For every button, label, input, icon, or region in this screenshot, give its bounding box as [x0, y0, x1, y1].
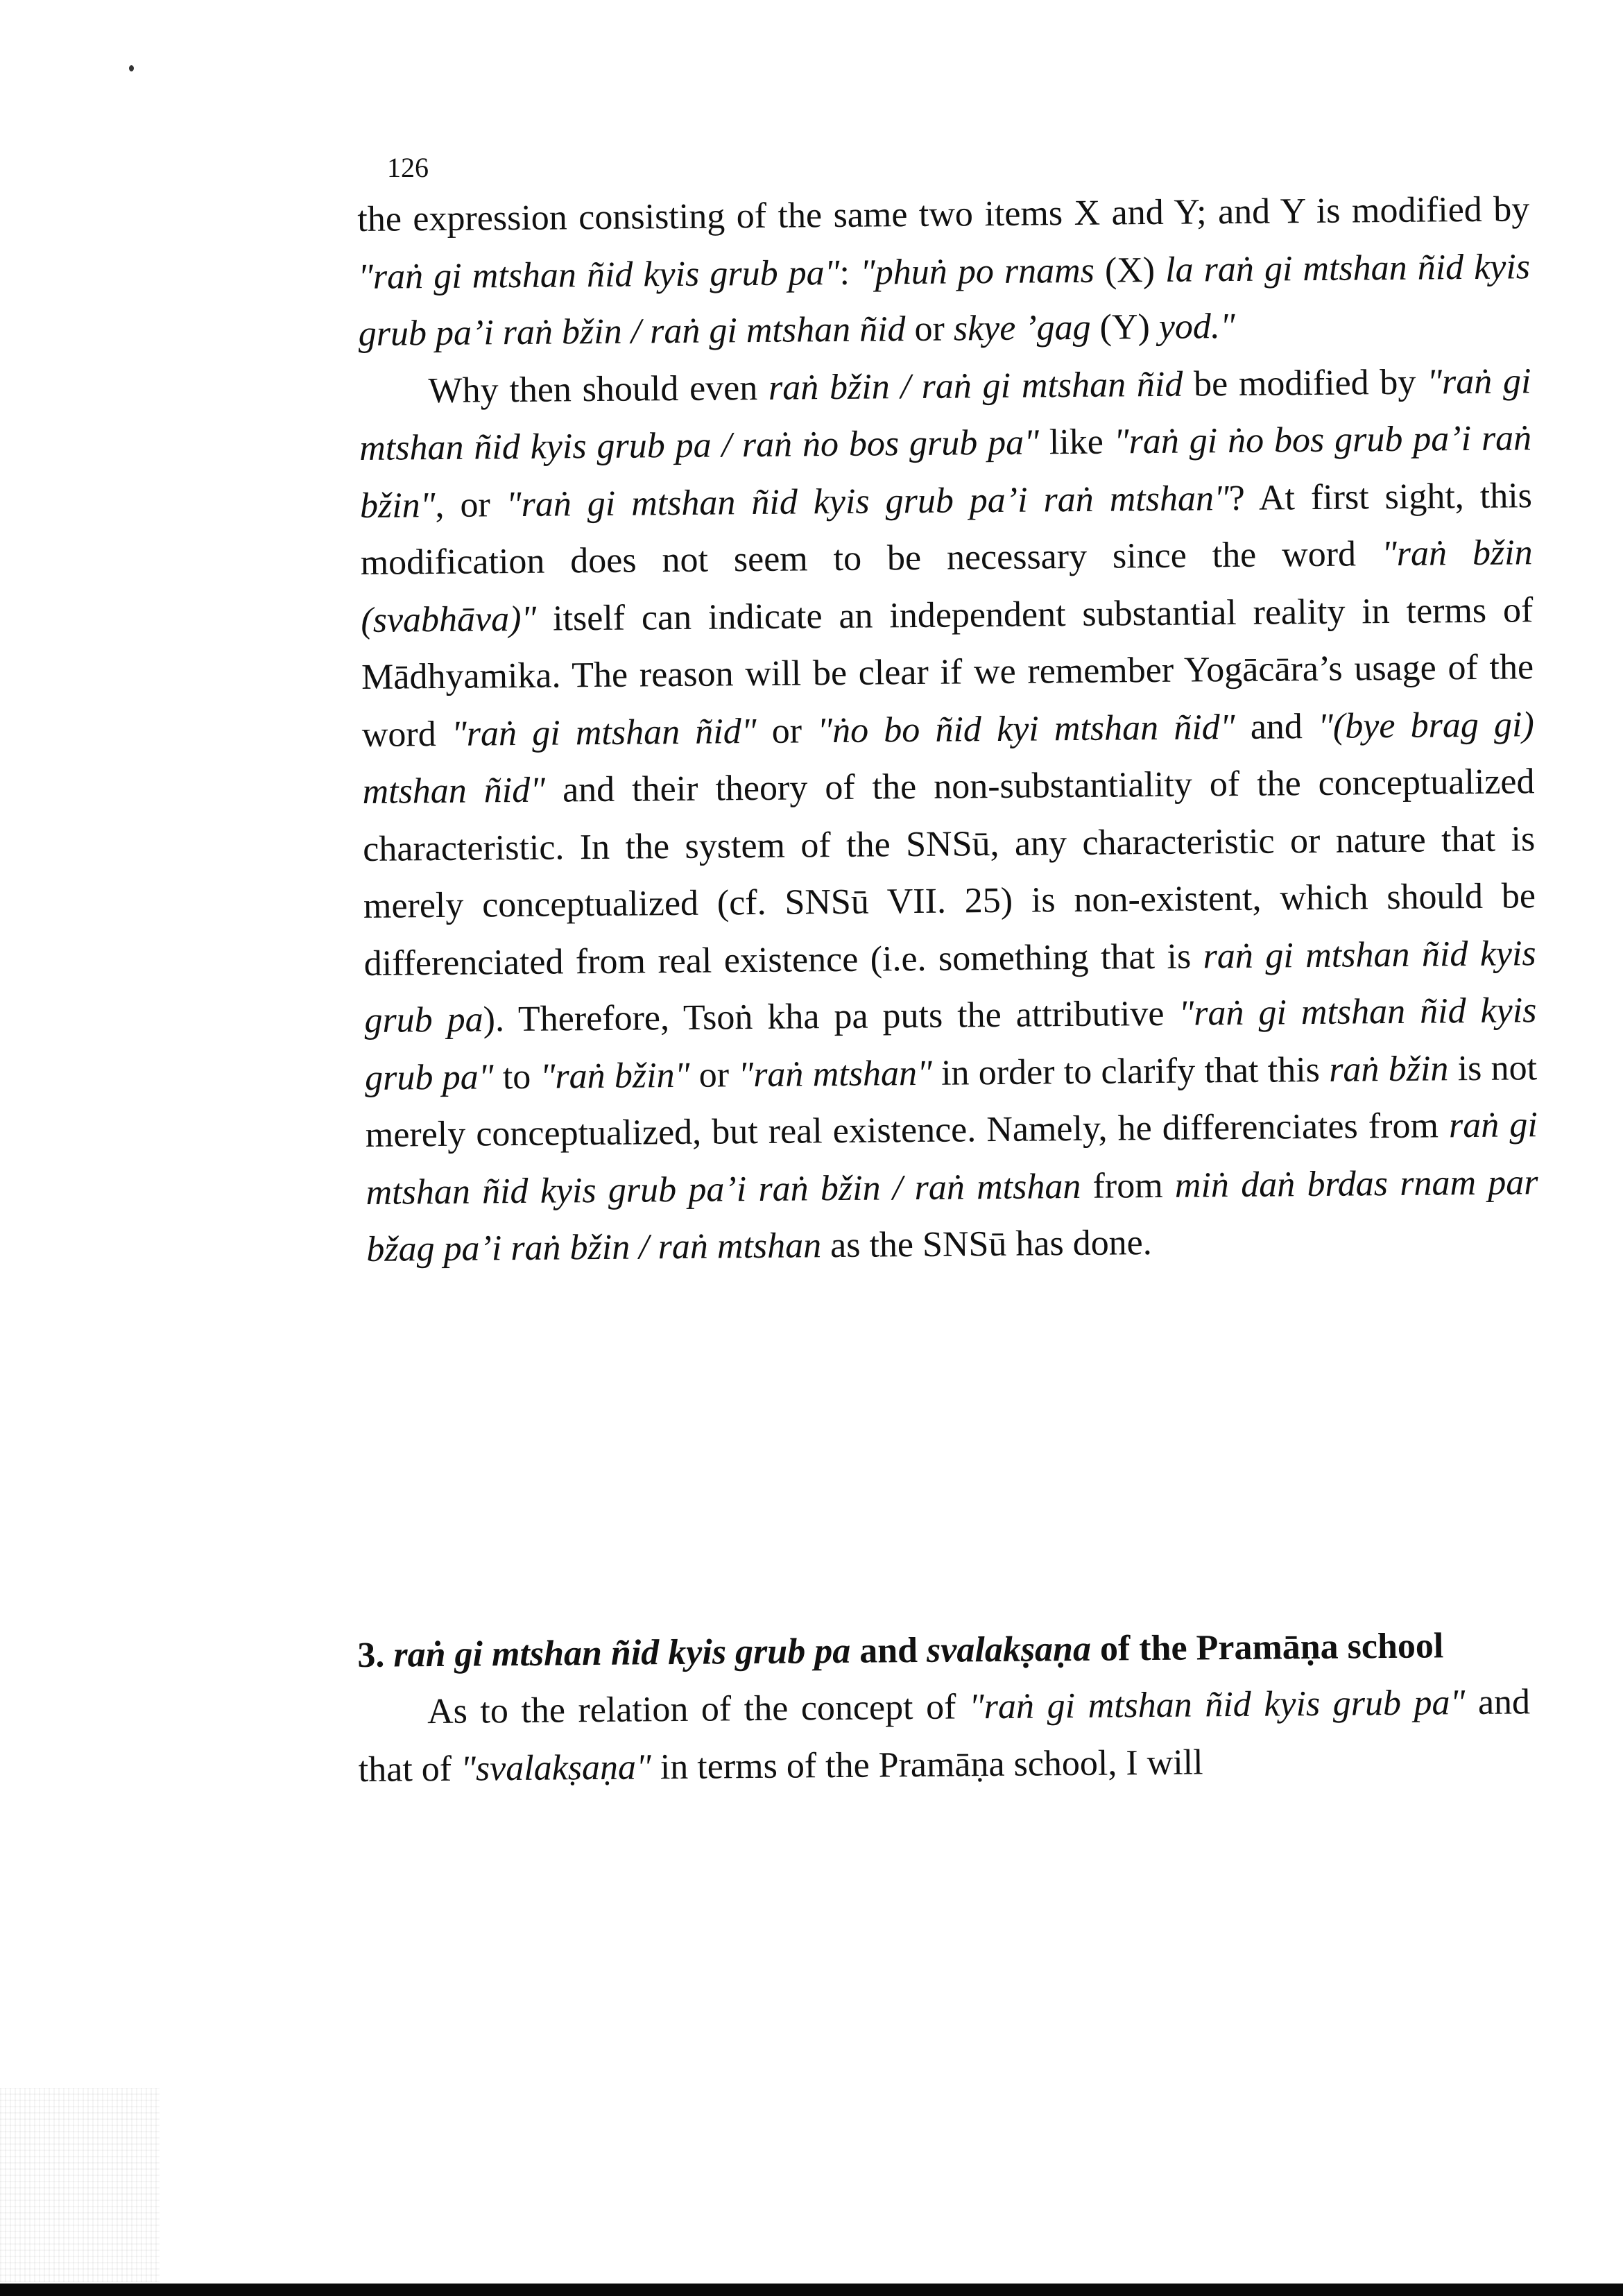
paragraph-main: [359, 353, 1538, 1279]
text-run: , or: [435, 484, 506, 525]
text-run: ? At first sight, this modification does not seem to be necessary since the word: [360, 475, 1533, 583]
section-heading: [357, 1617, 1530, 1684]
italic-term: "svalakṣaṇa": [460, 1747, 652, 1789]
text-run: in terms of the Pramāṇa school, I will: [651, 1742, 1203, 1787]
italic-term: "ṅo bo ñid kyi mtshan ñid": [816, 707, 1235, 751]
italic-term: "raṅ gi mtshan ñid kyis grub pa": [968, 1683, 1466, 1727]
text-run: itself can indicate an independent substantial reality in terms of Mādhyamika. The reason will be clear if we remember Yogācāra’s usage of the word: [361, 590, 1534, 755]
scan-speck: [129, 65, 134, 71]
text-run: like: [1038, 422, 1115, 463]
body-text-upper: [357, 181, 1539, 1278]
italic-term: "phuṅ po rnams: [859, 250, 1095, 293]
italic-term: raṅ gi mtshan ñid kyis grub pa: [364, 933, 1536, 1040]
text-run: (Y): [1090, 307, 1160, 348]
italic-term: "raṅ gi mtshan ñid kyis grub pa / raṅ ṅo bos grub pa": [359, 361, 1531, 468]
text-run: and: [1235, 706, 1319, 747]
italic-term: raṅ gi mtshan ñid kyis grub pa: [393, 1631, 851, 1675]
text-run: and: [850, 1630, 927, 1671]
text-run: as the SNSū has done.: [821, 1223, 1153, 1266]
paragraph-section-intro: [358, 1674, 1531, 1799]
text-run: and that of: [358, 1682, 1531, 1790]
text-run: or: [689, 1054, 739, 1095]
text-run: the expression consisting of the same two items X and Y; and Y is modified by: [357, 189, 1530, 239]
italic-term: "raṅ gi mtshan ñid": [451, 711, 757, 754]
italic-term: la raṅ gi mtshan ñid kyis grub pa’i raṅ bžin / raṅ gi mtshan ñid: [358, 246, 1531, 354]
italic-term: "raṅ bžin": [540, 1055, 690, 1097]
italic-term: "raṅ gi mtshan ñid kyis grub pa": [364, 991, 1537, 1098]
italic-term: skye ’gag: [953, 307, 1091, 349]
italic-term: "raṅ gi mtshan ñid kyis grub pa": [357, 252, 840, 297]
paragraph-continuation: [357, 181, 1531, 363]
italic-term: raṅ gi mtshan ñid kyis grub pa’i raṅ bžin / raṅ mtshan: [366, 1105, 1538, 1213]
italic-term: yod.": [1158, 306, 1235, 347]
italic-term: "raṅ bžin (svabhāva)": [361, 533, 1533, 640]
italic-term: "(bye brag gi) mtshan ñid": [362, 704, 1535, 812]
italic-term: raṅ bžin: [1328, 1048, 1449, 1090]
text-run: of the Pramāṇa school: [1090, 1626, 1444, 1669]
section-number: 3.: [357, 1635, 394, 1675]
text-run: or: [756, 710, 818, 751]
text-run: and their theory of the non-substantiality of the conceptualized characteristic. In the system of the SNSū, any characteristic or nature that is merely conceptualized (cf. SNSū VII. 25) is non-existent, which should be differenciated from real existence (i.e. something that is: [363, 762, 1536, 984]
text-run: to: [493, 1056, 540, 1097]
italic-term: "raṅ gi ṅo bos grub pa’i raṅ bžin": [359, 418, 1532, 526]
text-run: :: [839, 252, 861, 293]
scan-bottom-border: [0, 2284, 1623, 2296]
italic-term: miṅ daṅ brdas rnam par bžag pa’i raṅ bžin / raṅ mtshan: [366, 1162, 1538, 1269]
italic-term: svalakṣaṇa: [926, 1629, 1092, 1670]
italic-term: "raṅ gi mtshan ñid kyis grub pa’i raṅ mtshan": [506, 478, 1230, 524]
text-run: Why then should even: [428, 368, 769, 411]
italic-term: "raṅ mtshan": [738, 1053, 933, 1095]
body-text-lower: [357, 1617, 1531, 1799]
text-run: ). Therefore, Tsoṅ kha pa puts the attributive: [483, 993, 1179, 1040]
text-run: or: [905, 309, 954, 350]
text-run: As to the relation of the concept of: [427, 1687, 970, 1732]
text-run: in order to clarify that this: [931, 1050, 1330, 1093]
text-run: (X): [1094, 250, 1166, 291]
page-number: 126: [387, 152, 429, 183]
text-run: from: [1081, 1165, 1176, 1206]
text-run: is not merely conceptualized, but real existence. Namely, he differenciates from: [365, 1047, 1538, 1155]
italic-term: raṅ bžin / raṅ gi mtshan ñid: [768, 364, 1183, 408]
scan-noise: [0, 2088, 160, 2282]
text-run: be modified by: [1183, 362, 1427, 404]
